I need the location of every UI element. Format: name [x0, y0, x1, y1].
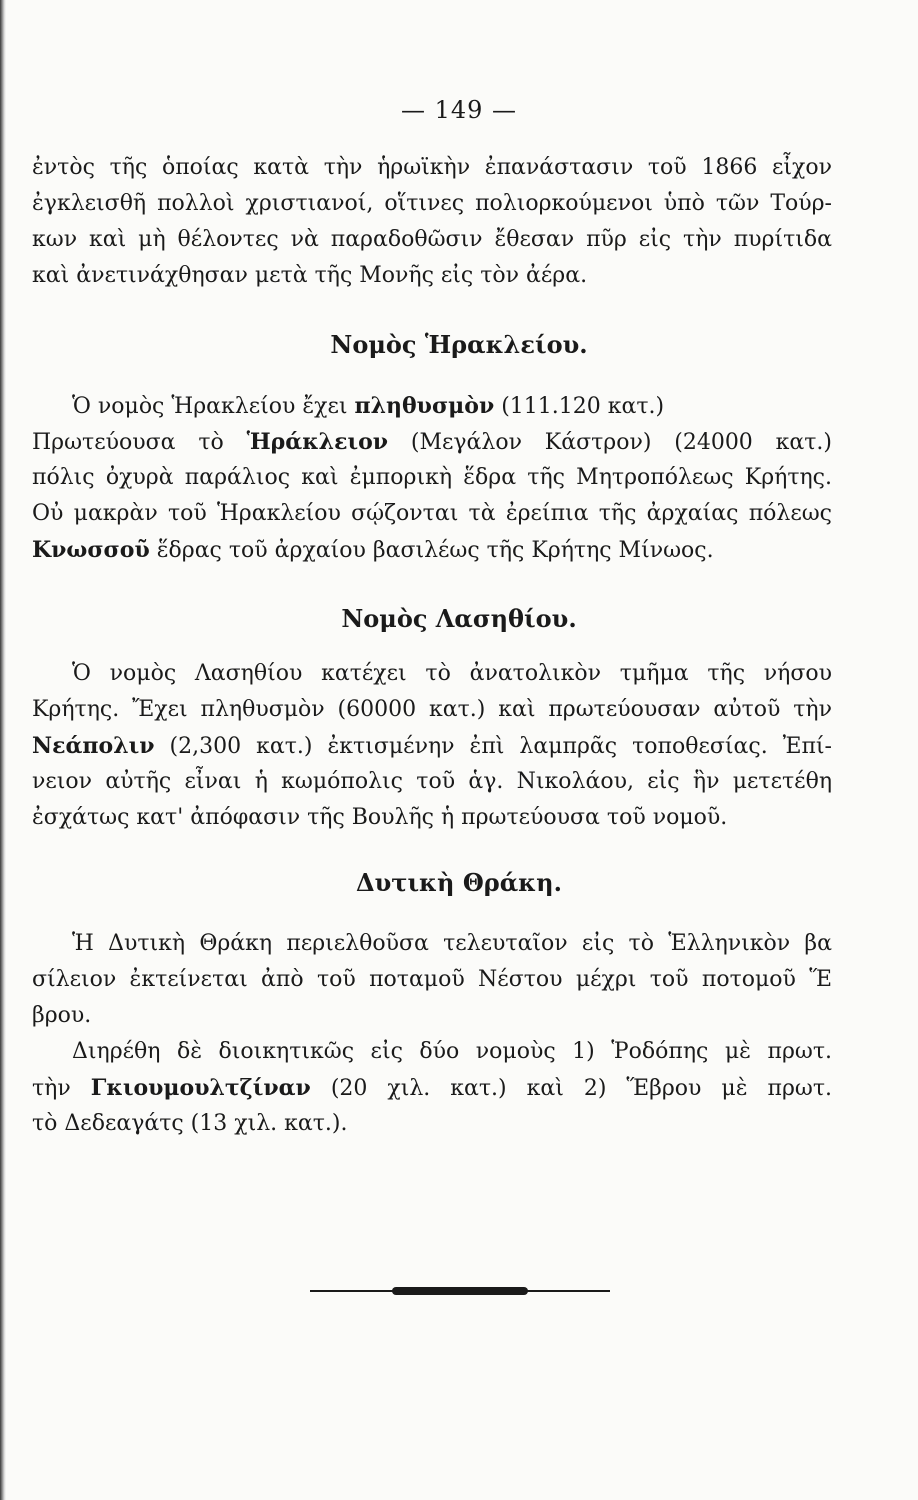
text-line: νειον αὐτῆς εἶναι ἡ κωμόπολις τοῦ ἁγ. Νικολάου, εἰς ἣν μετετέθη	[32, 769, 832, 794]
intro-paragraph	[32, 150, 832, 294]
text-line: Κρήτης. Ἔχει πληθυσμὸν (60000 κατ.) καὶ πρωτεύουσαν αὐτοῦ τὴν	[32, 697, 832, 722]
lasithi-paragraph	[32, 656, 832, 836]
text-line: ἐγκλεισθῆ πολλοὶ χριστιανοί, οἵτινες πολιορκούμενοι ὑπὸ τῶν Τούρ-	[32, 191, 832, 216]
text-line: Ἡ Δυτικὴ Θράκη περιελθοῦσα τελευταῖον εἰς τὸ Ἑλληνικὸν βα	[72, 931, 832, 956]
text-line	[32, 388, 832, 424]
text-span: ἕδρας τοῦ ἀρχαίου βασιλέως τῆς Κρήτης Μίνωος.	[149, 538, 714, 563]
heading-heraklion: Νομὸς Ἡρακλείου.	[330, 330, 588, 359]
text-line: Ὁ νομὸς Λασηθίου κατέχει τὸ ἀνατολικὸν τμῆμα τῆς νήσου	[72, 661, 832, 686]
text-line: ἐσχάτως κατ' ἀπόφασιν τῆς Βουλῆς ἡ πρωτεύουσα τοῦ νομοῦ.	[32, 805, 728, 830]
heading-lasithi: Νομὸς Λασηθίου.	[341, 604, 577, 633]
text-line: τὸ Δεδεαγάτς (13 χιλ. κατ.).	[32, 1111, 348, 1136]
text-line	[32, 1070, 832, 1106]
bold-term: πληθυσμὸν	[354, 393, 495, 419]
bold-term: Κνωσσοῦ	[32, 537, 150, 563]
text-span: (111.120 κατ.)	[494, 394, 665, 419]
bold-term: Ἡράκλειον	[246, 429, 389, 455]
text-line	[32, 532, 832, 568]
bold-term: Γκιουμουλτζίναν	[90, 1075, 311, 1101]
text-span: (Μεγάλον Κάστρον) (24000 κατ.)	[388, 430, 832, 455]
text-line: σίλειον ἐκτείνεται ἀπὸ τοῦ ποταμοῦ Νέστου μέχρι τοῦ ποτομοῦ Ἕ	[32, 967, 832, 992]
text-span: (2,300 κατ.) ἐκτισμένην ἐπὶ λαμπρᾶς τοποθεσίας. Ἐπί-	[154, 734, 832, 759]
thrace-paragraph	[32, 926, 832, 1142]
heading-western-thrace: Δυτικὴ Θράκη.	[356, 868, 562, 897]
text-line: ἐντὸς τῆς ὁποίας κατὰ τὴν ἡρωϊκὴν ἐπανάστασιν τοῦ 1866 εἶχον	[32, 155, 832, 180]
bold-term: Νεάπολιν	[32, 733, 155, 759]
text-line: Διηρέθη δὲ διοικητικῶς εἰς δύο νομοὺς 1) Ῥοδόπης μὲ πρωτ.	[72, 1039, 832, 1064]
text-line: βρου.	[32, 1003, 92, 1028]
text-line: κων καὶ μὴ θέλοντες νὰ παραδοθῶσιν ἔθεσαν πῦρ εἰς τὴν πυρίτιδα	[32, 227, 832, 252]
end-divider-ornament	[392, 1287, 528, 1295]
heraklion-paragraph	[32, 388, 832, 568]
text-line: καὶ ἀνετινάχθησαν μετὰ τῆς Μονῆς εἰς τὸν ἀέρα.	[32, 263, 588, 288]
text-span: Πρωτεύουσα τὸ	[32, 430, 247, 455]
text-span: τὴν	[32, 1076, 91, 1101]
text-line: πόλις ὀχυρὰ παράλιος καὶ ἐμπορικὴ ἕδρα τῆς Μητροπόλεως Κρήτης.	[32, 465, 832, 490]
text-line	[32, 424, 832, 460]
page-edge-shadow	[0, 0, 6, 1500]
text-span: Ὁ νομὸς Ἡρακλείου ἔχει	[72, 394, 355, 419]
page-number: — 149 —	[400, 96, 518, 124]
text-line	[32, 728, 832, 764]
text-span: (20 χιλ. κατ.) καὶ 2) Ἕβρου μὲ πρωτ.	[310, 1076, 832, 1101]
text-line: Οὐ μακρὰν τοῦ Ἡρακλείου σῴζονται τὰ ἐρείπια τῆς ἀρχαίας πόλεως	[32, 501, 832, 526]
